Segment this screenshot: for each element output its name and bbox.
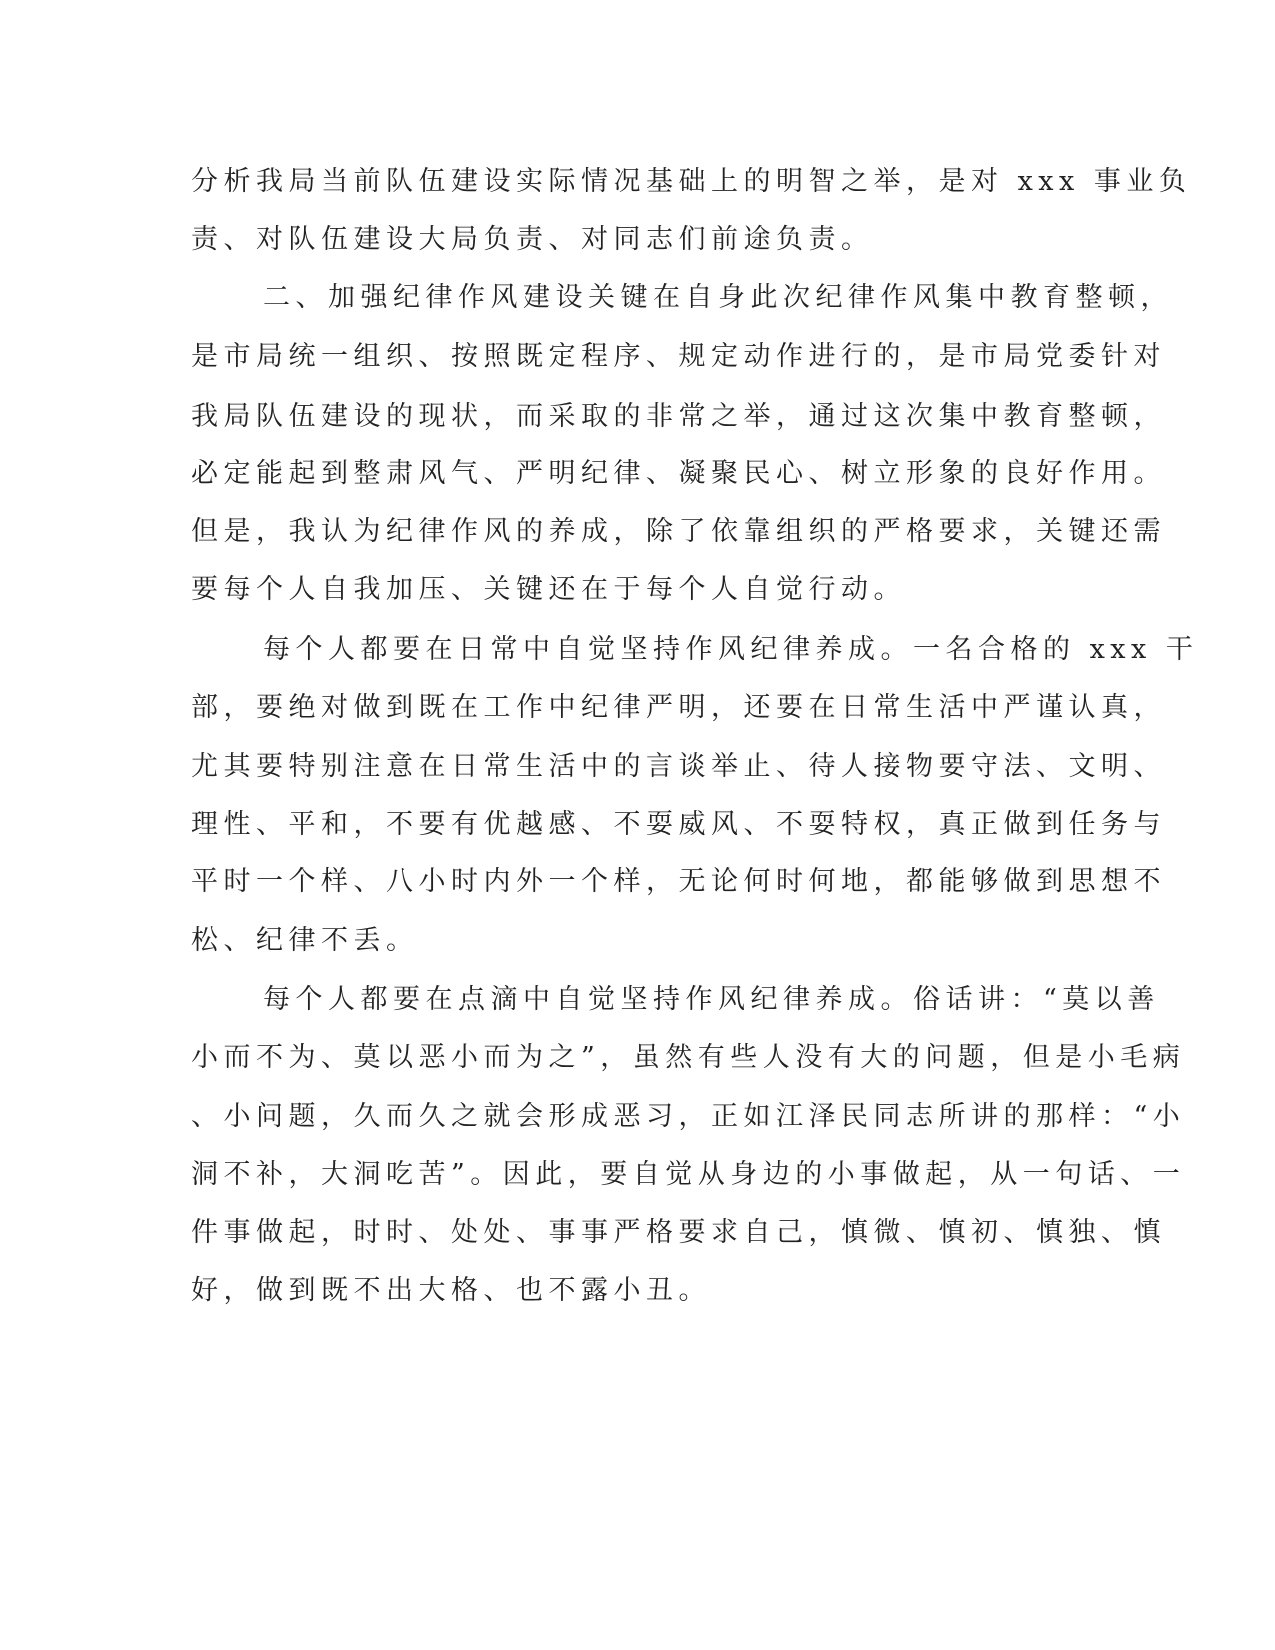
text-line: 我局队伍建设的现状，而采取的非常之举，通过这次集中教育整顿， [191,401,1166,432]
text-line: 尤其要特别注意在日常生活中的言谈举止、待人接物要守法、文明、 [191,751,1166,782]
text-line: 、小问题，久而久之就会形成恶习，正如江泽民同志所讲的那样：“小 [191,1101,1186,1132]
text-line: 责、对队伍建设大局负责、对同志们前途负责。 [191,224,874,255]
text-line: 小而不为、莫以恶小而为之”，虽然有些人没有大的问题，但是小毛病 [191,1042,1186,1073]
text-line: 理性、平和，不要有优越感、不耍威风、不耍特权，真正做到任务与 [191,809,1166,840]
text-line: 但是，我认为纪律作风的养成，除了依靠组织的严格要求，关键还需 [191,516,1166,547]
paragraph-first-line: 二、加强纪律作风建设关键在自身此次纪律作风集中教育整顿， [263,282,1173,313]
text-line: 件事做起，时时、处处、事事严格要求自己，慎微、慎初、慎独、慎 [191,1217,1166,1248]
text-line: 洞不补，大洞吃苦”。因此，要自觉从身边的小事做起，从一句话、一 [191,1159,1186,1190]
text-line: 部，要绝对做到既在工作中纪律严明，还要在日常生活中严谨认真， [191,692,1166,723]
text-line: 必定能起到整肃风气、严明纪律、凝聚民心、树立形象的良好作用。 [191,458,1166,489]
text-line: 分析我局当前队伍建设实际情况基础上的明智之举，是对 xxx 事业负 [191,166,1192,197]
paragraph-first-line: 每个人都要在日常中自觉坚持作风纪律养成。一名合格的 xxx 干 [263,634,1199,665]
text-line: 要每个人自我加压、关键还在于每个人自觉行动。 [191,574,906,605]
text-line: 平时一个样、八小时内外一个样，无论何时何地，都能够做到思想不 [191,866,1166,897]
paragraph-first-line: 每个人都要在点滴中自觉坚持作风纪律养成。俗话讲：“莫以善 [263,984,1160,1015]
text-line: 是市局统一组织、按照既定程序、规定动作进行的，是市局党委针对 [191,341,1166,372]
text-line: 好，做到既不出大格、也不露小丑。 [191,1275,711,1306]
text-line: 松、纪律不丢。 [191,925,419,956]
